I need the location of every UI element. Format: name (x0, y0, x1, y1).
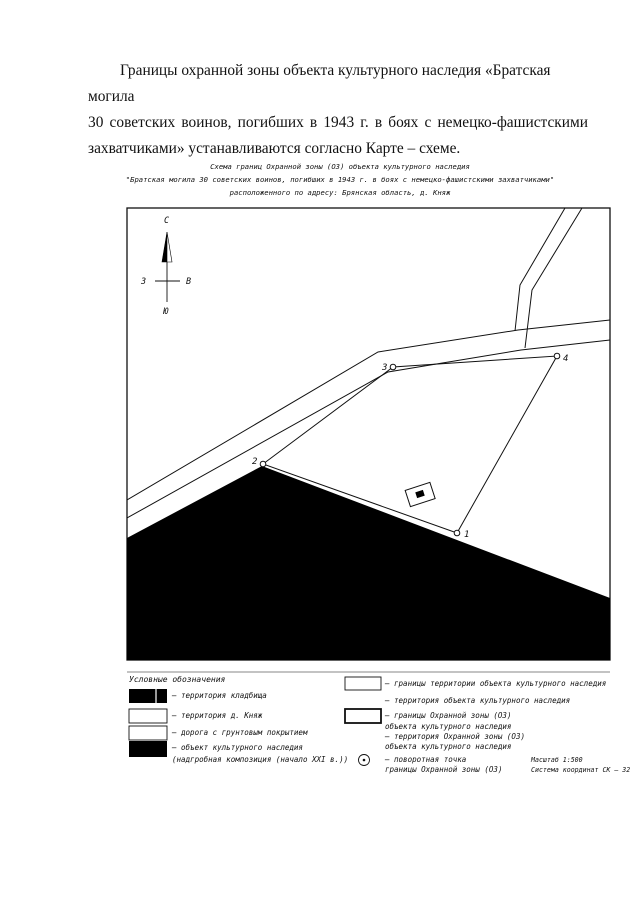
point-label-4: 4 (563, 354, 569, 364)
legend-zone-border-2: объекта культурного наследия (385, 722, 512, 731)
legend-zone-territory-1: – территория Охранной зоны (ОЗ) (385, 732, 525, 741)
paragraph-line-2: 30 советских воинов, погибших в 1943 г. в боях с немецко-фашистскими (88, 114, 588, 131)
compass-east: В (186, 277, 192, 287)
legend-swatch-zone-border (345, 709, 381, 723)
legend-turn-point-1: – поворотная точка (385, 755, 467, 764)
compass-south: Ю (163, 307, 169, 317)
coordinate-system: Система координат СК – 32 (531, 766, 631, 774)
legend-swatch-cemetery (129, 689, 167, 703)
legend-dirt-road: – дорога с грунтовым покрытием (172, 728, 308, 737)
point-label-1: 1 (464, 530, 470, 540)
legend-turn-point-2: границы Охранной зоны (ОЗ) (385, 765, 503, 774)
legend-heritage-territory: – территория объекта культурного наследия (385, 696, 571, 705)
legend-village: – территория д. Княж (172, 711, 263, 720)
compass-west: З (141, 277, 147, 287)
point-label-3: 3 (382, 363, 388, 373)
legend-heritage-object-2: (надгробная композиция (начало XXI в.)) (172, 755, 349, 764)
legend-swatch-dirt-road (129, 726, 167, 740)
point-label-2: 2 (252, 457, 258, 467)
compass-north: С (164, 216, 170, 226)
legend-zone-territory-2: объекта культурного наследия (385, 742, 512, 751)
legend-heritage-border: – границы территории объекта культурного наследия (385, 679, 607, 688)
paragraph-line-1: Границы охранной зоны объекта культурного наследия «Братская могила (88, 62, 551, 105)
legend (127, 672, 630, 774)
legend-zone-border-1: – границы Охранной зоны (ОЗ) (385, 711, 512, 720)
legend-cemetery: – территория кладбища (172, 691, 267, 700)
paragraph-line-3: захватчиками» устанавливаются согласно Карте – схеме. (88, 140, 461, 157)
map-title-line-1: Схема границ Охранной зоны (ОЗ) объекта культурного наследия (210, 162, 470, 171)
legend-heading: Условные обозначения (129, 675, 226, 684)
legend-swatch-village (129, 709, 167, 723)
map-title-line-2: "Братская могила 30 советских воинов, погибших в 1943 г. в боях с немецко-фашистскими захватчиками" (125, 175, 555, 184)
legend-swatch-heritage-border (345, 677, 381, 690)
map-title-line-3: расположенного по адресу: Брянская область, д. Княж (229, 188, 451, 197)
legend-heritage-object-1: – объект культурного наследия (172, 743, 303, 752)
map-scale: Масштаб 1:500 (531, 756, 583, 764)
legend-swatch-heritage-object (129, 741, 167, 757)
legend-swatch-turn-point (359, 755, 370, 766)
